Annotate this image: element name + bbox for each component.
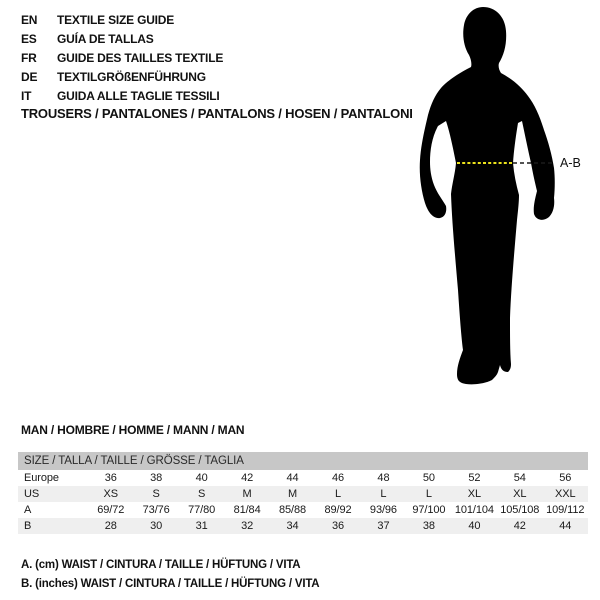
row-label: A bbox=[24, 504, 32, 516]
man-silhouette bbox=[420, 7, 555, 384]
size-table-header: SIZE / TALLA / TAILLE / GRÖSSE / TAGLIA bbox=[18, 452, 588, 470]
table-cell: 93/96 bbox=[369, 504, 397, 516]
table-cell: L bbox=[425, 488, 432, 500]
table-cell: 32 bbox=[241, 520, 254, 532]
footnote-a-cm: A. (cm) WAIST / CINTURA / TAILLE / HÜFTUNG / VITA bbox=[21, 559, 301, 571]
table-cell: 97/100 bbox=[412, 504, 446, 516]
row-label: Europe bbox=[24, 472, 59, 484]
table-cell: 77/80 bbox=[188, 504, 216, 516]
table-cell: 105/108 bbox=[500, 504, 540, 516]
table-cell: XXL bbox=[555, 488, 576, 500]
table-cell: XL bbox=[513, 488, 527, 500]
table-cell: 46 bbox=[331, 472, 345, 484]
table-cell: 73/76 bbox=[142, 504, 170, 516]
table-cell: 48 bbox=[377, 472, 390, 484]
table-cell: 109/112 bbox=[546, 504, 585, 516]
table-cell: 38 bbox=[422, 520, 435, 532]
table-cell: L bbox=[334, 488, 341, 500]
language-code: EN bbox=[21, 13, 38, 27]
table-cell: M bbox=[242, 488, 252, 500]
language-label: GUIDA ALLE TAGLIE TESSILI bbox=[57, 89, 220, 103]
table-cell: M bbox=[288, 488, 298, 500]
table-cell: 34 bbox=[286, 520, 299, 532]
table-cell: 89/92 bbox=[324, 504, 352, 516]
language-label: TEXTILGRÖßENFÜHRUNG bbox=[57, 70, 206, 84]
table-row-us bbox=[18, 486, 588, 502]
table-cell: 31 bbox=[195, 520, 208, 532]
table-cell: 36 bbox=[331, 520, 345, 532]
table-row-europe bbox=[18, 470, 588, 486]
language-label: TEXTILE SIZE GUIDE bbox=[57, 13, 175, 27]
size-table bbox=[18, 452, 588, 534]
table-cell: 85/88 bbox=[279, 504, 307, 516]
table-cell: 36 bbox=[104, 472, 117, 484]
table-cell: 44 bbox=[559, 520, 572, 532]
language-list bbox=[21, 11, 223, 106]
table-row-b-inches bbox=[18, 518, 588, 534]
table-cell: 42 bbox=[513, 520, 526, 532]
product-heading: TROUSERS / PANTALONES / PANTALONS / HOSEN / PANTALONI bbox=[21, 106, 413, 121]
language-label: GUIDE DES TAILLES TEXTILE bbox=[57, 51, 224, 65]
language-code: FR bbox=[21, 51, 37, 65]
measure-label-ab: A-B bbox=[560, 156, 581, 170]
table-cell: 38 bbox=[150, 472, 163, 484]
table-cell: 69/72 bbox=[97, 504, 125, 516]
table-cell: 37 bbox=[377, 520, 390, 532]
row-label: US bbox=[24, 488, 40, 500]
table-cell: 81/84 bbox=[233, 504, 261, 516]
table-cell: S bbox=[198, 488, 206, 500]
language-row-fr bbox=[21, 49, 223, 68]
row-label: B bbox=[24, 520, 32, 532]
table-cell: 42 bbox=[241, 472, 254, 484]
table-cell: 40 bbox=[468, 520, 481, 532]
man-silhouette-figure bbox=[395, 0, 595, 430]
table-cell: 40 bbox=[195, 472, 208, 484]
language-row-es bbox=[21, 30, 223, 49]
language-row-it bbox=[21, 87, 223, 106]
gender-heading: MAN / HOMBRE / HOMME / MANN / MAN bbox=[21, 423, 245, 437]
language-code: IT bbox=[21, 89, 32, 103]
table-cell: 30 bbox=[150, 520, 163, 532]
table-cell: XL bbox=[467, 488, 481, 500]
table-cell: 56 bbox=[559, 472, 572, 484]
table-cell: S bbox=[152, 488, 160, 500]
table-cell: 52 bbox=[468, 472, 481, 484]
language-code: ES bbox=[21, 32, 37, 46]
table-cell: XS bbox=[103, 488, 118, 500]
language-code: DE bbox=[21, 70, 38, 84]
table-cell: 28 bbox=[104, 520, 117, 532]
table-cell: 50 bbox=[422, 472, 435, 484]
table-row-a-cm bbox=[18, 502, 588, 518]
table-cell: 101/104 bbox=[454, 504, 494, 516]
language-row-en bbox=[21, 11, 223, 30]
footnote-b-inches: B. (inches) WAIST / CINTURA / TAILLE / HÜFTUNG / VITA bbox=[21, 578, 320, 590]
table-cell: 54 bbox=[513, 472, 526, 484]
table-cell: 44 bbox=[286, 472, 299, 484]
language-label: GUÍA DE TALLAS bbox=[57, 32, 154, 46]
language-row-de bbox=[21, 68, 223, 87]
footnotes bbox=[21, 556, 319, 594]
table-cell: L bbox=[380, 488, 387, 500]
